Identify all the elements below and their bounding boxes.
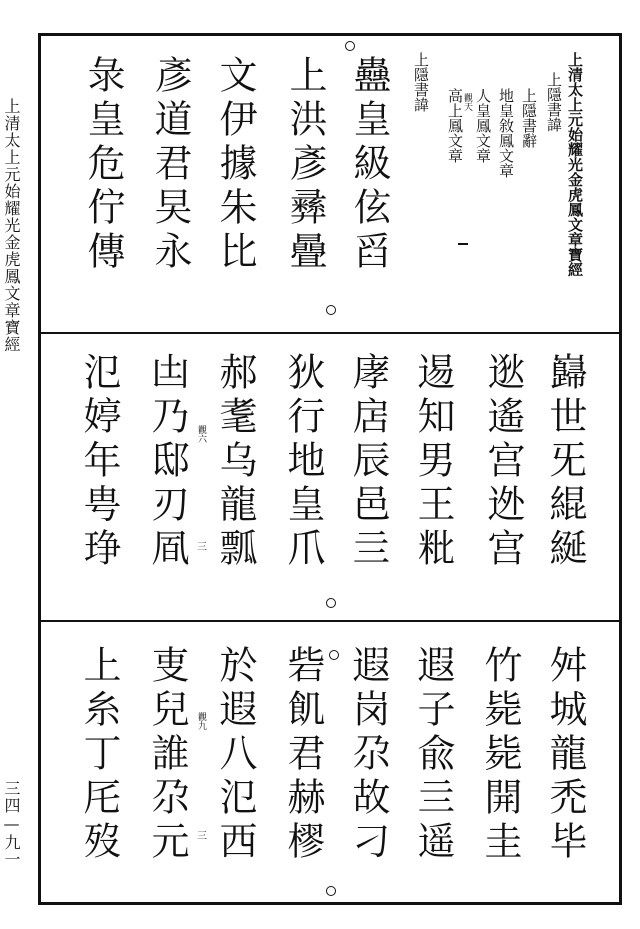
scripture-title: 上清太上元始耀光金虎鳳文章寶經 [566,52,584,277]
margin-book-title: 上清太上元始耀光金虎鳳文章寶經 [2,98,21,353]
punctuation-circle [326,305,336,315]
seal-column: 郝耄乌龍瓢 [213,352,257,572]
seal-column: 蠱皇級伭舀 [347,55,391,275]
mark-dash [458,243,468,245]
toc-line-5: 高上鳳文章 [446,88,464,163]
seal-column: 遐岗尕故刁 [346,645,390,865]
seal-column: 庨扂辰邑亖 [346,352,390,572]
seal-column: 氾婷年甹琤 [77,352,121,572]
seal-column: 彥道君旲永 [148,55,192,275]
toc-line-2: 上隱書辭 [520,88,538,148]
seal-column: 巋世旡緄綖 [543,352,587,572]
seal-column: 於遐八氾西 [213,645,257,865]
annotation-note: 觀九 [196,712,206,730]
divider-upper [38,332,622,334]
seal-column: 叓兒誰尕元 [145,645,189,865]
seal-column: 竹毙毙開圭 [478,645,522,865]
punctuation-circle [329,650,339,660]
toc-line-3: 地皇敘鳳文章 [497,88,515,178]
seal-column: 逷知男王粃 [411,352,455,572]
seal-column: 砦飢君赫樛 [281,645,325,865]
section-heading: 上隱書諱 [412,52,430,112]
margin-page-number: 三四—九一 [2,780,21,868]
seal-column: 文伊據朱比 [213,55,257,275]
seal-column: 逖遙宫迯宫 [481,352,525,572]
seal-column: 上糸丁厇歿 [77,645,121,865]
divider-lower [38,620,622,622]
seal-column: 彔皇危佇傳 [81,55,125,275]
annotation-note: 觀天 [462,93,472,111]
annotation-mark: 三 [197,831,207,842]
annotation-mark: 三 [197,542,207,553]
seal-column: 上洪彥彞曡 [283,55,327,275]
seal-column: 遐子兪亖遥 [411,645,455,865]
punctuation-circle [326,598,336,608]
seal-column: 舛城龍禿毕 [543,645,587,865]
seal-column: 凷乃邸刃凮 [145,352,189,572]
annotation-note: 觀六 [196,425,206,443]
punctuation-circle [326,886,336,896]
seal-column: 狄行地皇爪 [281,352,325,572]
punctuation-circle [345,41,355,51]
toc-line-4: 人皇鳳文章 [474,88,492,163]
toc-line-1: 上隱書諱 [545,72,563,132]
